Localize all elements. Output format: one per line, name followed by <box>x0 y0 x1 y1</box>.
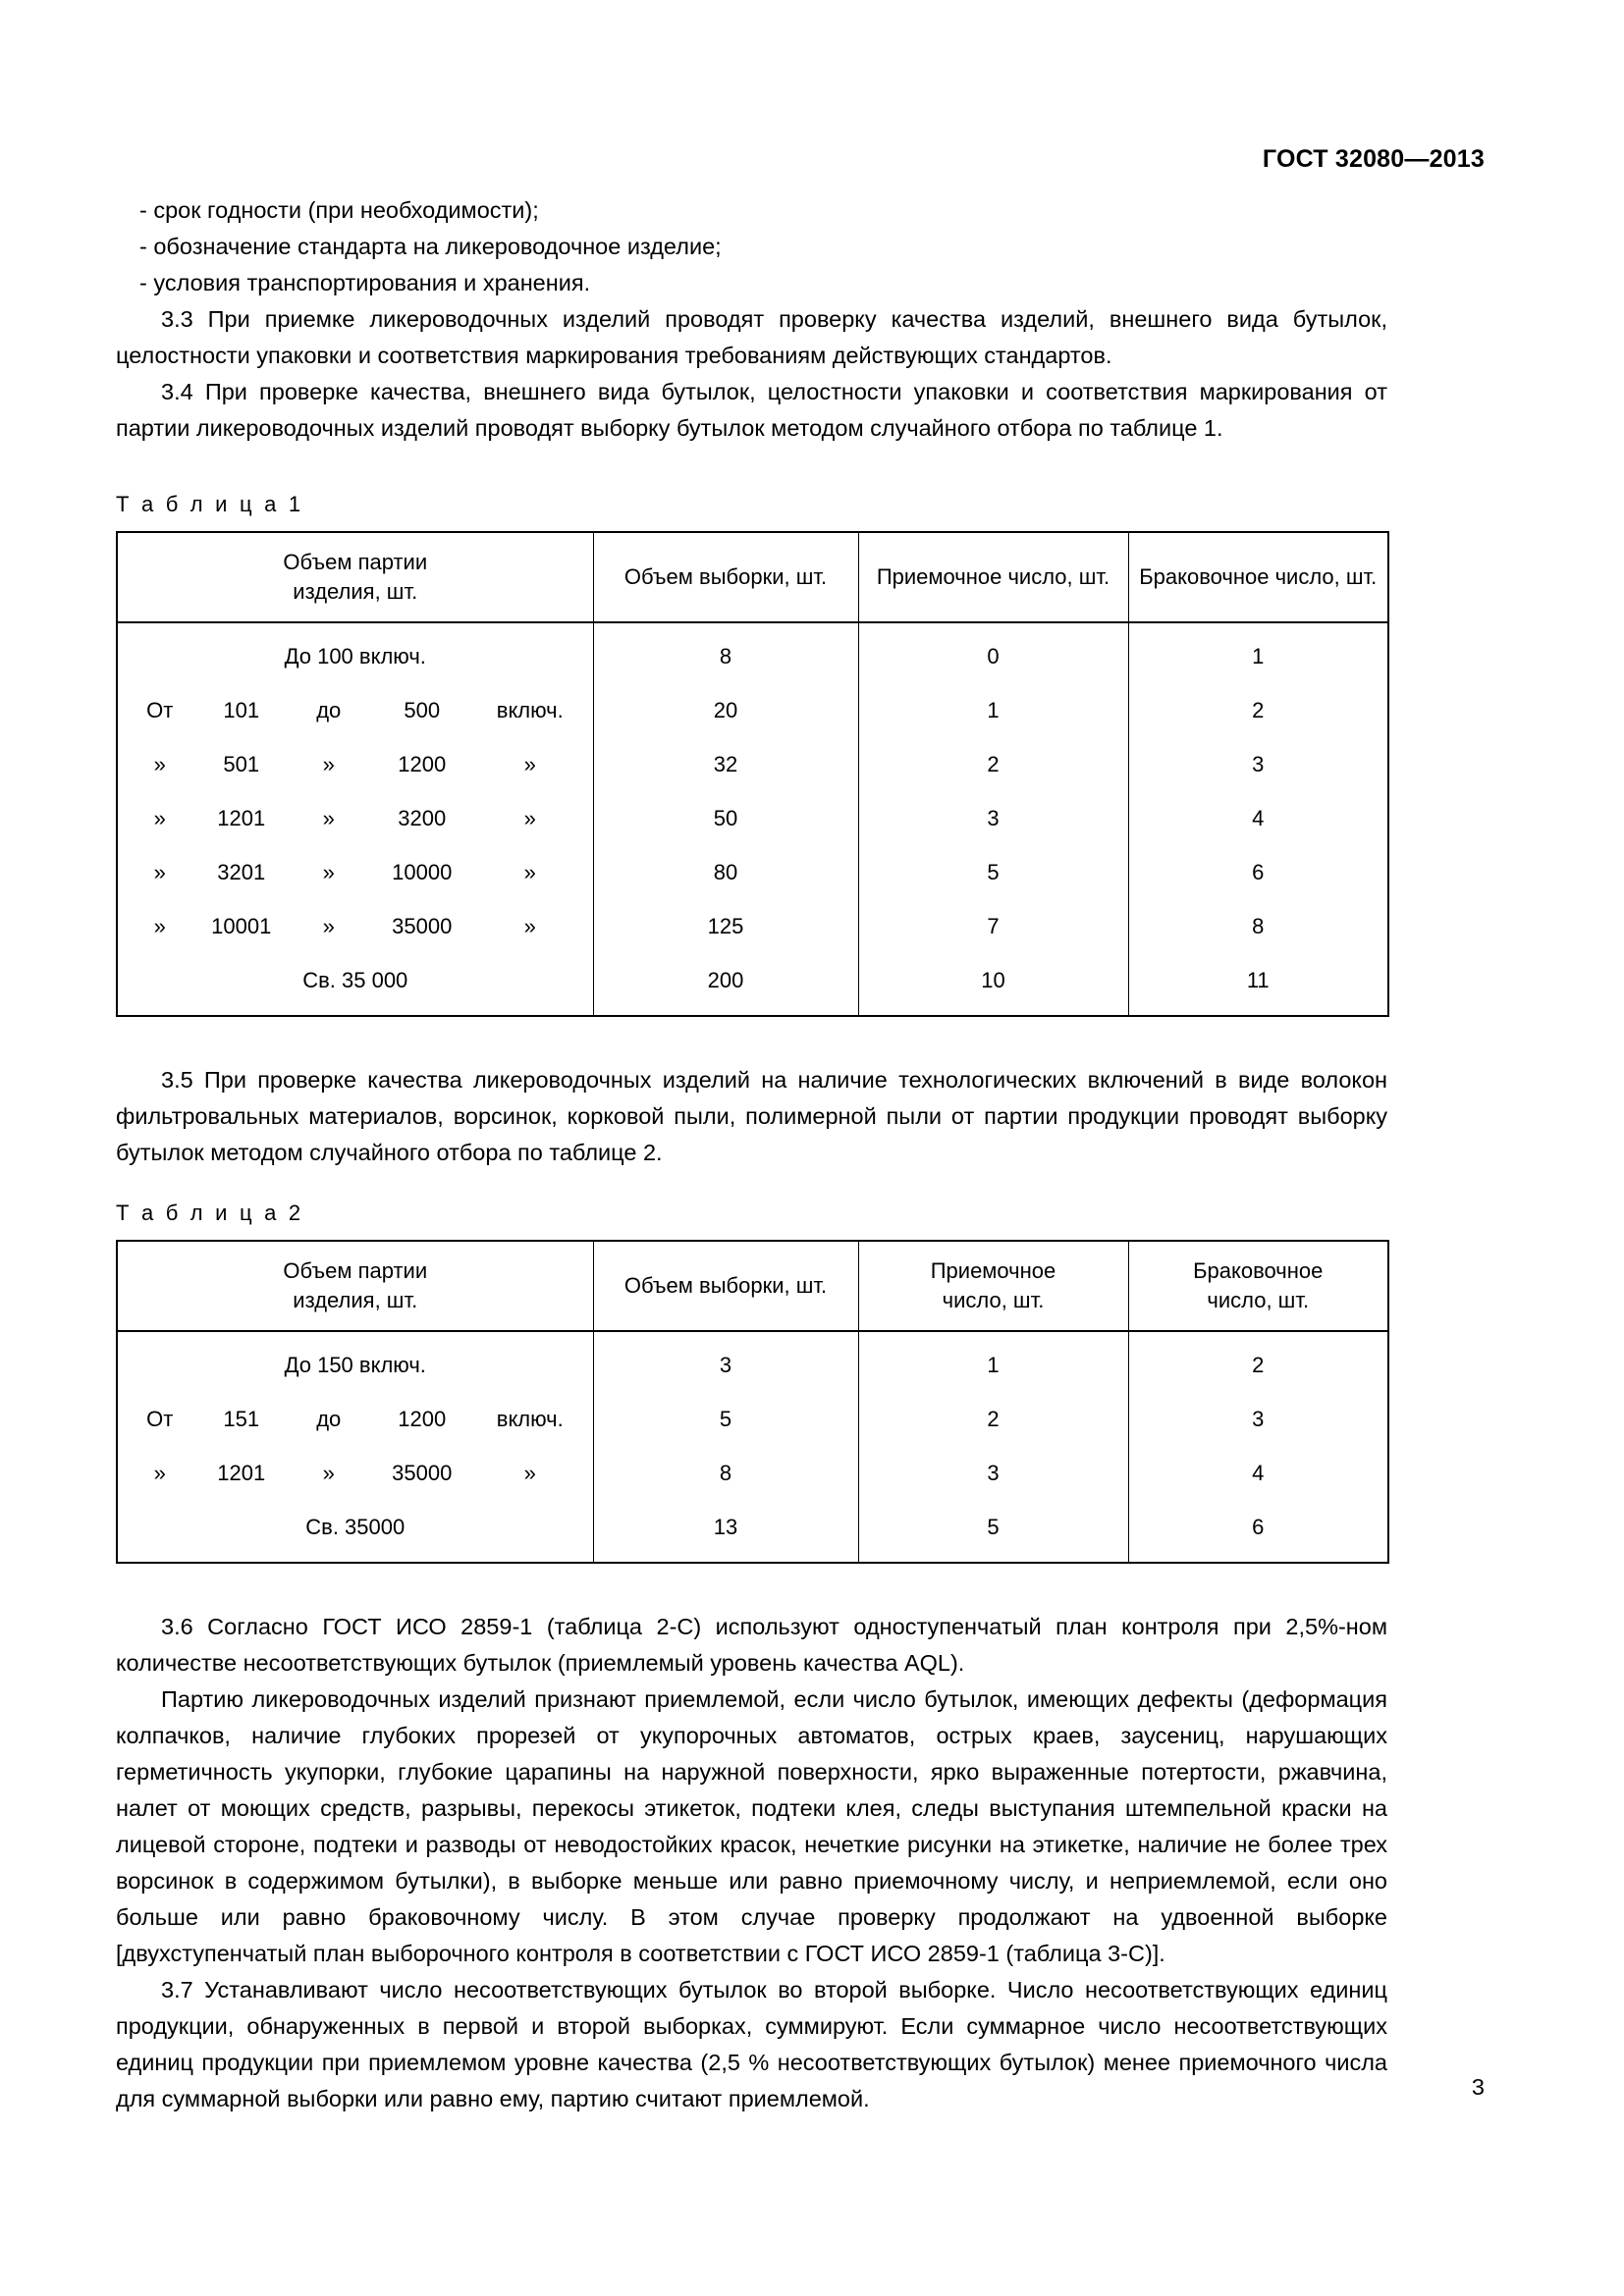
table-row <box>117 683 1388 737</box>
range-prefix: » <box>153 859 166 884</box>
table1-cell-lot <box>117 845 593 899</box>
paragraph-3-4: 3.4 При проверке качества, внешнего вида бутылок, целостности упаковки и соответствия маркирования от партии ликероводочных изделий проводят выборку бутылок методом случайного отбора по таблице 1. <box>116 379 1387 441</box>
table1-header-row <box>117 532 1388 622</box>
table1-cell-reject: 6 <box>1128 845 1388 899</box>
table2-cell-reject: 2 <box>1128 1331 1388 1392</box>
table2-col-header-accept <box>858 1241 1128 1331</box>
table2-cell-lot <box>117 1446 593 1500</box>
range-from: 10001 <box>211 913 272 938</box>
table-row <box>117 953 1388 1016</box>
range-from: 151 <box>223 1406 260 1431</box>
range-from: 501 <box>223 751 260 776</box>
lot-range-group <box>118 1461 593 1486</box>
range-suffix: » <box>523 913 536 938</box>
table2-cell-accept: 1 <box>858 1331 1128 1392</box>
paragraph-3-5: 3.5 При проверке качества ликероводочных изделий на наличие технологических включений в виде волокон фильтровальных материалов, ворсинок, корковой пыли, полимерной пыли от партии продукции проводят выборку бутылок методом случайного отбора по таблице 2. <box>116 1067 1387 1165</box>
standard-designation-header: ГОСТ 32080—2013 <box>1262 145 1485 173</box>
page-content <box>116 192 1387 2117</box>
table1-cell-accept: 1 <box>858 683 1128 737</box>
table1-cell-sample: 125 <box>593 899 858 953</box>
lot-range-text: Св. 35 000 <box>302 967 408 992</box>
table2-col-header-reject-line1: Браковочное <box>1193 1258 1324 1283</box>
paragraph-acceptance: Партию ликероводочных изделий признают приемлемой, если число бутылок, имеющих дефекты (деформация колпачков, наличие глубоких прорезей от укупорочных автоматов, острых краев, заусениц, нарушающих герметичность укупорки, глубокие царапины на наружной поверхности, ярко выраженные потертости, ржавчина, налет от моющих средств, разрывы, перекосы этикеток, подтеки клея, следы выступания штемпельной краски на лицевой стороне, подтеки и разводы от неводостойких красок, нечеткие рисунки на этикетке, наличие не более трех ворсинок в содержимом бутылки), в выборке меньше или равно приемочному числу, и неприемлемой, если оно больше или равно браковочному числу. В этом случае проверку продолжают на удвоенной выборке [двухступенчатый план выборочного контроля в соответствии с ГОСТ ИСО 2859-1 (таблица 3-С)]. <box>116 1686 1387 1966</box>
table-row <box>117 1500 1388 1563</box>
range-from: 1201 <box>217 1460 266 1485</box>
table2-cell-accept: 3 <box>858 1446 1128 1500</box>
range-connector: » <box>322 859 335 884</box>
range-connector: до <box>316 697 342 722</box>
range-suffix: » <box>523 751 536 776</box>
table1-cell-sample: 32 <box>593 737 858 791</box>
table2-cell-reject: 4 <box>1128 1446 1388 1500</box>
lot-range-group <box>118 1407 593 1432</box>
table1-caption: Т а б л и ц а 1 <box>116 492 304 516</box>
table1 <box>116 531 1389 1017</box>
range-prefix: От <box>146 697 174 722</box>
range-prefix: » <box>153 805 166 830</box>
paragraph-3-7: 3.7 Устанавливают число несоответствующих бутылок во второй выборке. Число несоответствующих единиц продукции, обнаруженных в первой и второй выборках, суммируют. Если суммарное число несоответствующих единиц продукции при приемлемом уровне качества (2,5 % несоответствующих бутылок) менее приемочного числа для суммарной выборки или равно ему, партию считают приемлемой. <box>116 1977 1387 2111</box>
range-prefix: » <box>153 1460 166 1485</box>
table1-body <box>117 622 1388 1016</box>
table1-col-header-reject: Браковочное число, шт. <box>1128 532 1388 622</box>
table1-cell-sample: 200 <box>593 953 858 1016</box>
bullet-item-2: - обозначение стандарта на ликероводочное изделие; <box>139 234 722 259</box>
range-suffix: » <box>523 805 536 830</box>
range-connector: » <box>322 751 335 776</box>
range-connector: » <box>322 1460 335 1485</box>
table1-cell-lot <box>117 683 593 737</box>
table1-cell-sample: 80 <box>593 845 858 899</box>
lot-range-text: Св. 35000 <box>305 1514 406 1539</box>
table2-col-header-lot-line1: Объем партии <box>283 1258 428 1283</box>
table1-cell-lot <box>117 737 593 791</box>
table1-col-header-lot <box>117 532 593 622</box>
lot-range-group <box>118 914 593 939</box>
range-to: 1200 <box>398 751 447 776</box>
table-row <box>117 845 1388 899</box>
lot-range-text: До 150 включ. <box>284 1352 426 1377</box>
table-row <box>117 791 1388 845</box>
table1-cell-accept: 7 <box>858 899 1128 953</box>
table2 <box>116 1240 1389 1564</box>
table1-cell-reject: 11 <box>1128 953 1388 1016</box>
range-to: 10000 <box>392 859 453 884</box>
table-row <box>117 737 1388 791</box>
table1-cell-sample: 20 <box>593 683 858 737</box>
paragraph-3-6: 3.6 Согласно ГОСТ ИСО 2859-1 (таблица 2-С) используют одноступенчатый план контроля при 2,5%-ном количестве несоответствующих бутылок (приемлемый уровень качества AQL). <box>116 1614 1387 1676</box>
lot-range-group <box>118 806 593 831</box>
table1-cell-reject: 4 <box>1128 791 1388 845</box>
table2-col-header-reject-line2: число, шт. <box>1207 1288 1310 1312</box>
table1-cell-lot <box>117 622 593 683</box>
table1-cell-accept: 2 <box>858 737 1128 791</box>
table1-cell-accept: 3 <box>858 791 1128 845</box>
table2-col-header-accept-line2: число, шт. <box>942 1288 1045 1312</box>
table1-col-header-sample: Объем выборки, шт. <box>593 532 858 622</box>
range-prefix: » <box>153 913 166 938</box>
table2-cell-lot <box>117 1392 593 1446</box>
table2-col-header-lot-line2: изделия, шт. <box>293 1288 418 1312</box>
table2-cell-sample: 5 <box>593 1392 858 1446</box>
range-prefix: От <box>146 1406 174 1431</box>
table2-cell-sample: 3 <box>593 1331 858 1392</box>
table1-cell-sample: 8 <box>593 622 858 683</box>
table2-caption: Т а б л и ц а 2 <box>116 1201 304 1225</box>
page-number: 3 <box>1471 2074 1485 2100</box>
paragraph-3-3: 3.3 При приемке ликероводочных изделий проводят проверку качества изделий, внешнего вида бутылок, целостности упаковки и соответствия маркирования требованиям действующих стандартов. <box>116 306 1387 368</box>
range-to: 3200 <box>398 805 447 830</box>
table1-cell-lot <box>117 953 593 1016</box>
bullet-item-1: - срок годности (при необходимости); <box>139 197 539 223</box>
lot-range-group <box>118 860 593 885</box>
lot-range-group <box>118 752 593 777</box>
table1-cell-reject: 8 <box>1128 899 1388 953</box>
table1-cell-accept: 5 <box>858 845 1128 899</box>
table1-cell-reject: 2 <box>1128 683 1388 737</box>
table1-cell-accept: 0 <box>858 622 1128 683</box>
range-from: 1201 <box>217 805 266 830</box>
table2-col-header-accept-line1: Приемочное <box>930 1258 1056 1283</box>
table2-col-header-reject <box>1128 1241 1388 1331</box>
table2-col-header-sample: Объем выборки, шт. <box>593 1241 858 1331</box>
table1-col-header-lot-line2: изделия, шт. <box>293 579 418 604</box>
table2-cell-sample: 13 <box>593 1500 858 1563</box>
table2-col-header-lot <box>117 1241 593 1331</box>
table2-cell-lot <box>117 1331 593 1392</box>
table2-cell-reject: 3 <box>1128 1392 1388 1446</box>
range-to: 1200 <box>398 1406 447 1431</box>
table1-cell-accept: 10 <box>858 953 1128 1016</box>
lot-range-group <box>118 698 593 723</box>
range-suffix: » <box>523 859 536 884</box>
range-suffix: включ. <box>496 1406 564 1431</box>
table1-cell-sample: 50 <box>593 791 858 845</box>
table1-cell-lot <box>117 899 593 953</box>
table2-body <box>117 1331 1388 1563</box>
table1-col-header-lot-line1: Объем партии <box>283 550 428 574</box>
table2-cell-lot <box>117 1500 593 1563</box>
table-row <box>117 1446 1388 1500</box>
table1-cell-reject: 3 <box>1128 737 1388 791</box>
range-connector: » <box>322 913 335 938</box>
range-to: 35000 <box>392 1460 453 1485</box>
range-connector: » <box>322 805 335 830</box>
table1-cell-reject: 1 <box>1128 622 1388 683</box>
table2-cell-reject: 6 <box>1128 1500 1388 1563</box>
table-row <box>117 899 1388 953</box>
table2-cell-accept: 5 <box>858 1500 1128 1563</box>
table2-cell-sample: 8 <box>593 1446 858 1500</box>
range-prefix: » <box>153 751 166 776</box>
table2-cell-accept: 2 <box>858 1392 1128 1446</box>
range-connector: до <box>316 1406 342 1431</box>
range-suffix: » <box>523 1460 536 1485</box>
range-to: 500 <box>404 697 441 722</box>
range-to: 35000 <box>392 913 453 938</box>
range-from: 101 <box>223 697 260 722</box>
table1-col-header-accept: Приемочное число, шт. <box>858 532 1128 622</box>
bullet-item-3: - условия транспортирования и хранения. <box>139 270 591 295</box>
range-from: 3201 <box>217 859 266 884</box>
lot-range-text: До 100 включ. <box>284 643 426 668</box>
table-row <box>117 1331 1388 1392</box>
table-row <box>117 1392 1388 1446</box>
range-suffix: включ. <box>496 697 564 722</box>
table2-header-row <box>117 1241 1388 1331</box>
table-row <box>117 622 1388 683</box>
table1-cell-lot <box>117 791 593 845</box>
